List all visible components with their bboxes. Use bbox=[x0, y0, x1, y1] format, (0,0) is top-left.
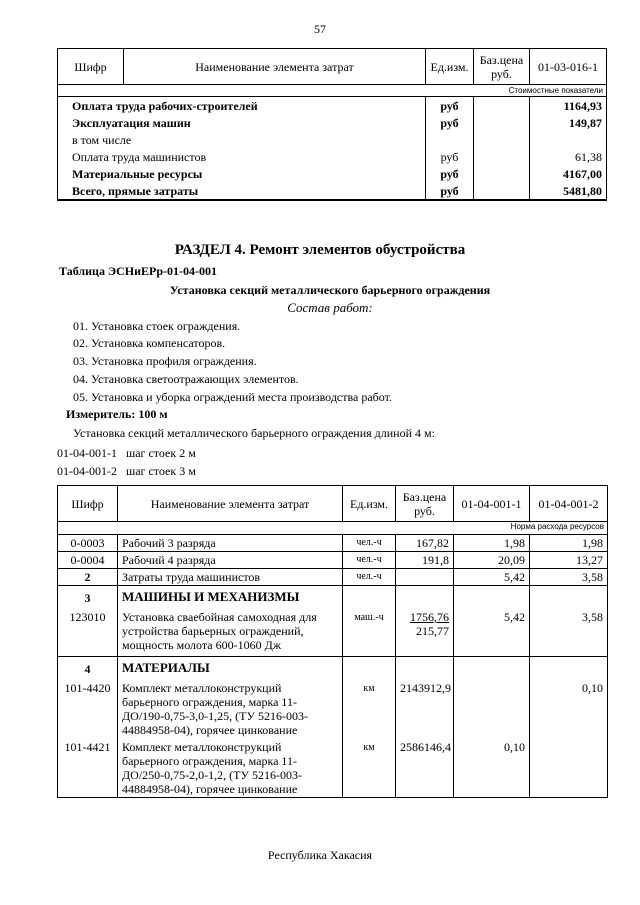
header-base-price: Баз.цена руб. bbox=[396, 486, 454, 522]
header-unit: Ед.изм. bbox=[343, 486, 396, 522]
row-name: в том числе bbox=[58, 131, 426, 148]
row-price: 191,8 bbox=[396, 552, 454, 569]
row-value: 5481,80 bbox=[530, 182, 607, 200]
row-name: Комплект металлоконструкций барьерного ограждения, марка 11-ДО/190-0,75-3,0-1,25, (ТУ 5216-003-44884958-04), горячее цинкование bbox=[118, 677, 343, 738]
row-unit: руб bbox=[426, 148, 474, 165]
row-value-2: 3,58 bbox=[530, 569, 608, 586]
intro-text: Установка секций металлического барьерного ограждения длиной 4 м: bbox=[73, 426, 435, 440]
row-base-price bbox=[474, 182, 530, 200]
header-name: Наименование элемента затрат bbox=[118, 486, 343, 522]
resource-norms-table bbox=[57, 485, 608, 798]
composition-title: Состав работ: bbox=[287, 300, 373, 315]
row-unit: км bbox=[343, 677, 396, 738]
row-code: 123010 bbox=[58, 606, 118, 657]
header-code: Шифр bbox=[58, 49, 124, 85]
row-price: 2586146,4 bbox=[396, 738, 454, 798]
table-row bbox=[58, 569, 608, 586]
row-name: Затраты труда машинистов bbox=[118, 569, 343, 586]
row-value-1 bbox=[454, 677, 530, 738]
cost-indicators-label: Стоимостные показатели bbox=[58, 85, 607, 97]
row-name: Материальные ресурсы bbox=[58, 165, 426, 182]
row-code: 2 bbox=[58, 569, 118, 586]
row-value: 149,87 bbox=[530, 114, 607, 131]
row-value bbox=[530, 131, 607, 148]
row-name: Всего, прямые затраты bbox=[58, 182, 426, 200]
row-price-machinist: 215,77 bbox=[416, 624, 449, 638]
work-item: 05. Установка и уборка ограждений места производства работ. bbox=[73, 390, 392, 404]
measure: Измеритель: 100 м bbox=[66, 407, 168, 421]
row-value: 4167,00 bbox=[530, 165, 607, 182]
table-row bbox=[58, 182, 607, 200]
table-row bbox=[58, 738, 608, 798]
table-row bbox=[58, 552, 608, 569]
row-name: Рабочий 4 разряда bbox=[118, 552, 343, 569]
row-name: Установка сваебойная самоходная для устройства барьерных ограждений, мощность молота 600-1060 Дж bbox=[118, 606, 343, 657]
row-value-2: 3,58 bbox=[530, 606, 608, 657]
row-code: 101-4420 bbox=[58, 677, 118, 738]
row-unit bbox=[426, 131, 474, 148]
row-unit: чел.-ч bbox=[343, 552, 396, 569]
row-name: Оплата труда машинистов bbox=[58, 148, 426, 165]
table-row bbox=[58, 606, 608, 657]
row-code: 0-0004 bbox=[58, 552, 118, 569]
row-code: 0-0003 bbox=[58, 535, 118, 552]
section-heading: МАТЕРИАЛЫ bbox=[118, 657, 343, 678]
header-base-price: Баз.цена руб. bbox=[474, 49, 530, 85]
row-value-1: 1,98 bbox=[454, 535, 530, 552]
row-unit: руб bbox=[426, 182, 474, 200]
row-name: Оплата труда рабочих-строителей bbox=[58, 97, 426, 115]
work-item: 04. Установка светоотражающих элементов. bbox=[73, 372, 299, 386]
table-row bbox=[58, 535, 608, 552]
section-heading: МАШИНЫ И МЕХАНИЗМЫ bbox=[118, 586, 343, 607]
row-value-1: 5,42 bbox=[454, 606, 530, 657]
cost-summary-table bbox=[57, 48, 607, 201]
table-row bbox=[58, 677, 608, 738]
header-column-1: 01-04-001-1 bbox=[454, 486, 530, 522]
section-code: 3 bbox=[58, 586, 118, 607]
row-value-2: 1,98 bbox=[530, 535, 608, 552]
row-base-price bbox=[474, 131, 530, 148]
row-unit: руб bbox=[426, 165, 474, 182]
table-row bbox=[58, 114, 607, 131]
row-unit: чел.-ч bbox=[343, 569, 396, 586]
header-column: 01-03-016-1 bbox=[530, 49, 607, 85]
row-name: Комплект металлоконструкций барьерного ограждения, марка 11-ДО/250-0,75-2,0-1,2, (ТУ 5216-003-44884958-04), горячее цинкование bbox=[118, 738, 343, 798]
row-name: Рабочий 3 разряда bbox=[118, 535, 343, 552]
header-code: Шифр bbox=[58, 486, 118, 522]
row-value-2 bbox=[530, 738, 608, 798]
page-number: 57 bbox=[314, 22, 326, 36]
row-name: Эксплуатация машин bbox=[58, 114, 426, 131]
header-unit: Ед.изм. bbox=[426, 49, 474, 85]
table-row bbox=[58, 165, 607, 182]
variant-item: 01-04-001-1 шаг стоек 2 м bbox=[57, 446, 196, 460]
row-price: 2143912,9 bbox=[396, 677, 454, 738]
row-base-price bbox=[474, 114, 530, 131]
table-row bbox=[58, 148, 607, 165]
row-price bbox=[396, 569, 454, 586]
section-row bbox=[58, 657, 608, 678]
row-value-2: 0,10 bbox=[530, 677, 608, 738]
work-item: 03. Установка профиля ограждения. bbox=[73, 354, 257, 368]
section-row bbox=[58, 586, 608, 607]
work-item: 02. Установка компенсаторов. bbox=[73, 336, 226, 350]
row-unit: чел.-ч bbox=[343, 535, 396, 552]
row-value-1: 0,10 bbox=[454, 738, 530, 798]
row-value: 61,38 bbox=[530, 148, 607, 165]
variant-item: 01-04-001-2 шаг стоек 3 м bbox=[57, 464, 196, 478]
table-row bbox=[58, 131, 607, 148]
header-column-2: 01-04-001-2 bbox=[530, 486, 608, 522]
row-unit: км bbox=[343, 738, 396, 798]
row-base-price bbox=[474, 165, 530, 182]
table-row bbox=[58, 97, 607, 115]
row-base-price bbox=[474, 148, 530, 165]
section-code: 4 bbox=[58, 657, 118, 678]
section-title: РАЗДЕЛ 4. Ремонт элементов обустройства bbox=[174, 242, 466, 258]
row-value: 1164,93 bbox=[530, 97, 607, 115]
row-code: 101-4421 bbox=[58, 738, 118, 798]
table-name: Установка секций металлического барьерного ограждения bbox=[169, 283, 491, 297]
row-base-price bbox=[474, 97, 530, 115]
row-price: 1756,76 bbox=[410, 610, 449, 624]
row-price: 167,82 bbox=[396, 535, 454, 552]
footer-region: Республика Хакасия bbox=[267, 848, 373, 862]
norm-label: Норма расхода ресурсов bbox=[58, 522, 608, 535]
row-value-2: 13,27 bbox=[530, 552, 608, 569]
row-value-1: 5,42 bbox=[454, 569, 530, 586]
work-item: 01. Установка стоек ограждения. bbox=[73, 319, 241, 333]
row-unit: маш.-ч bbox=[343, 606, 396, 657]
row-unit: руб bbox=[426, 114, 474, 131]
row-value-1: 20,09 bbox=[454, 552, 530, 569]
header-name: Наименование элемента затрат bbox=[124, 49, 426, 85]
row-unit: руб bbox=[426, 97, 474, 115]
table-label: Таблица ЭСНиЕРр-01-04-001 bbox=[59, 264, 218, 278]
